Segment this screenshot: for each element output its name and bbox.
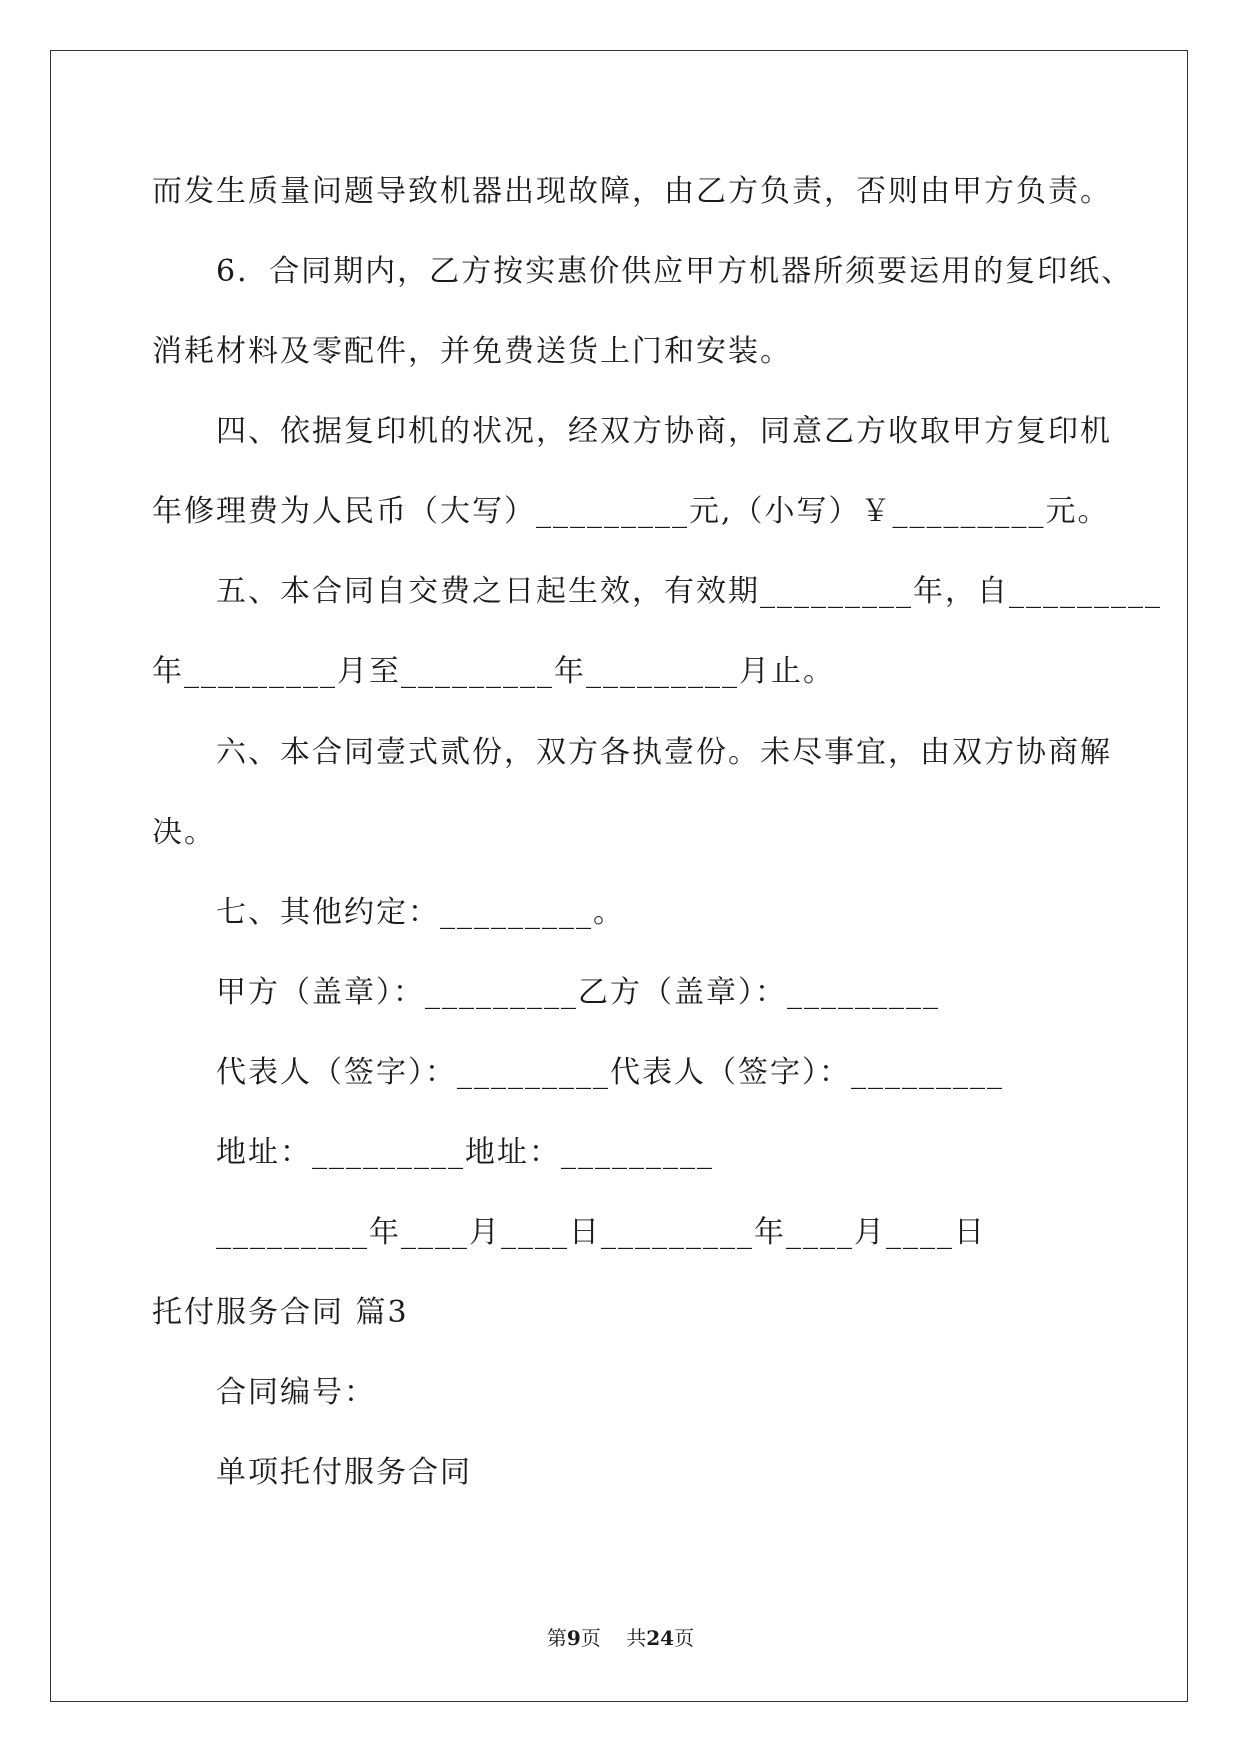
- address-line: 地址：_________地址：_________: [216, 1135, 714, 1170]
- text-line: 而发生质量问题导致机器出现故障，由乙方负责，否则由甲方负责。: [152, 174, 1112, 209]
- validity-period-line: 年_________月至_________年_________月止。: [152, 654, 835, 689]
- clause-7: 七、其他约定：_________。: [216, 895, 625, 930]
- clause-4: 四、依据复印机的状况，经双方协商，同意乙方收取甲方复印机: [216, 414, 1112, 449]
- seal-line: 甲方（盖章）：_________乙方（盖章）：_________: [216, 975, 940, 1010]
- text-line: 决。: [152, 815, 216, 850]
- contract-title: 单项托付服务合同: [216, 1455, 472, 1490]
- page-footer: [0, 1626, 1241, 1650]
- footer-prefix: 第: [546, 1626, 567, 1650]
- total-pages: 24: [646, 1626, 675, 1650]
- footer-total-prefix: 共: [626, 1626, 647, 1650]
- contract-number: 合同编号：: [216, 1375, 376, 1410]
- date-line: _________年____月____日_________年____月____日: [216, 1215, 986, 1250]
- clause-6: 6．合同期内，乙方按实惠价供应甲方机器所须要运用的复印纸、: [216, 254, 1134, 289]
- clause-6-copies: 六、本合同壹式贰份，双方各执壹份。未尽事宜，由双方协商解: [216, 735, 1112, 770]
- footer-page-suffix: 页: [580, 1626, 601, 1650]
- page-number: 9: [566, 1626, 581, 1650]
- clause-5: 五、本合同自交费之日起生效，有效期_________年，自_________: [216, 574, 1162, 609]
- repair-fee-line: 年修理费为人民币（大写）_________元,（小写）￥_________元。: [152, 494, 1110, 529]
- text-line: 消耗材料及零配件，并免费送货上门和安装。: [152, 334, 792, 369]
- representative-line: 代表人（签字）：_________代表人（签字）：_________: [216, 1055, 1004, 1090]
- footer-total-suffix: 页: [674, 1626, 695, 1650]
- section-heading: 托付服务合同 篇3: [152, 1295, 409, 1330]
